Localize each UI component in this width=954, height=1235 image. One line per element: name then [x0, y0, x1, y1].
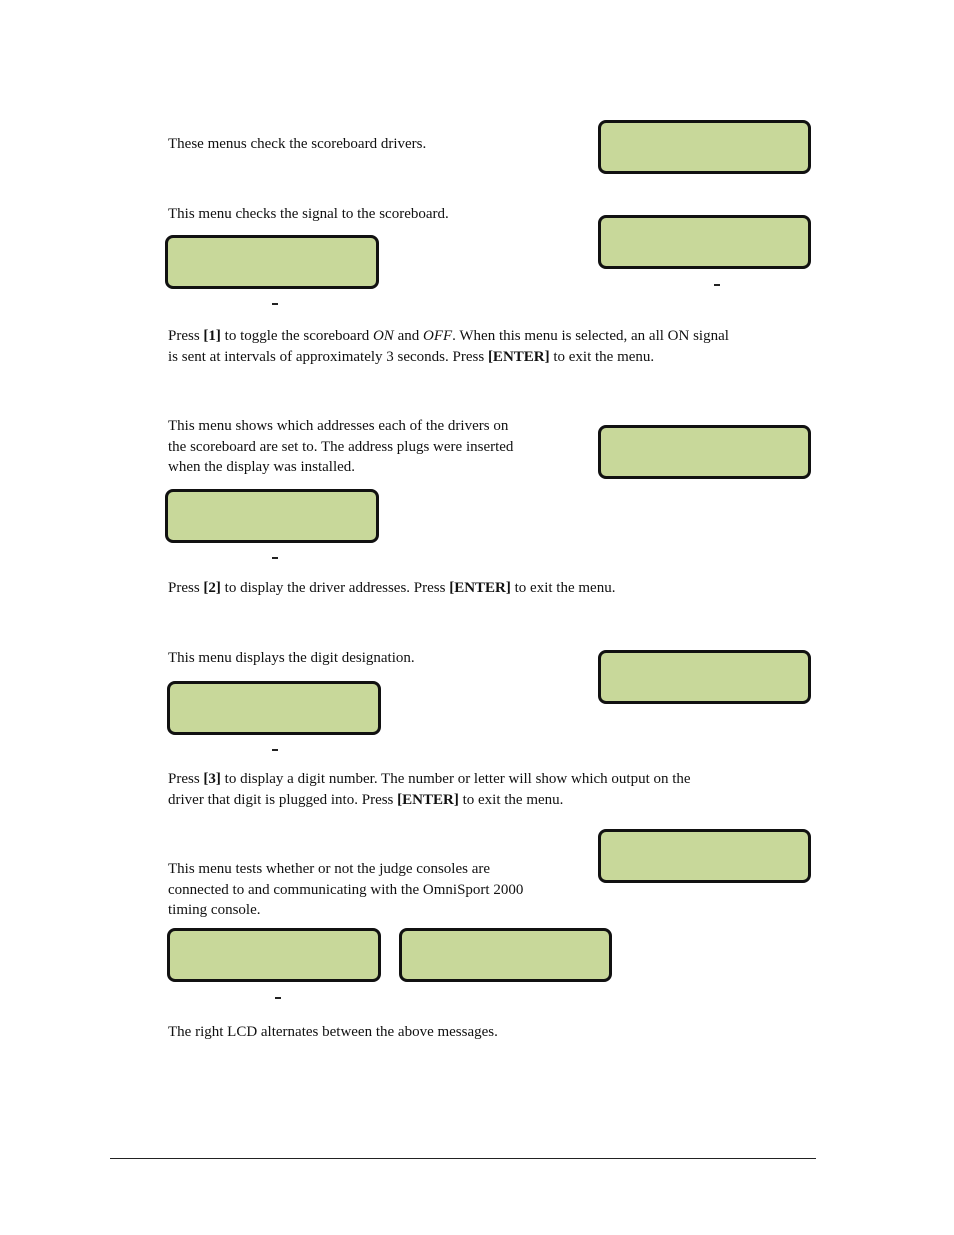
digit-intro: This menu displays the digit designation.	[168, 650, 415, 666]
address-intro: This menu shows which addresses each of the drivers on the scoreboard are set to. The address plugs were inserted when the display was installed.	[168, 418, 514, 475]
digit-display-tick	[272, 749, 278, 751]
lcd-sb-test-driver-address	[598, 425, 811, 479]
footer-rule	[110, 1158, 816, 1159]
lcd-line-1	[609, 268, 800, 269]
lcd-line-1	[178, 981, 370, 982]
address-display-tick	[272, 557, 278, 559]
cycle-display-tick	[272, 303, 278, 305]
lcd-line-1	[609, 478, 800, 479]
lcd-judge-console-testing	[167, 928, 381, 982]
digit-body: Press [3] to display a digit number. The number or letter will show which output on the driver that digit is plugged into. Press [ENTER] to exit the menu.	[168, 771, 691, 808]
lcd-showing-address	[165, 489, 379, 543]
cycle-body: Press [1] to toggle the scoreboard ON and OFF. When this menu is selected, an all ON signal is sent at intervals of approximately 3 seconds. Press [ENTER] to exit the menu.	[168, 328, 729, 365]
judge-display-tick	[275, 997, 281, 999]
lcd-sb-test-cycle	[598, 215, 811, 269]
address-body: Press [2] to display the driver addresses. Press [ENTER] to exit the menu.	[168, 580, 616, 596]
cycle-menu-tick	[714, 284, 720, 286]
lcd-line-1	[176, 542, 368, 543]
lcd-line-1	[410, 981, 601, 982]
lcd-line-1	[176, 288, 368, 289]
lcd-display-all-on	[165, 235, 379, 289]
judge-intro: This menu tests whether or not the judge consoles are connected to and communicating with the OmniSport 2000 timing console.	[168, 861, 524, 918]
lcd-line-1	[178, 734, 370, 735]
scoreboard-intro: These menus check the scoreboard drivers.	[168, 136, 427, 152]
cycle-intro: This menu checks the signal to the scoreboard.	[168, 206, 449, 222]
lcd-near-far-status	[399, 928, 612, 982]
lcd-sb-test-digit-number	[598, 650, 811, 704]
lcd-showing-digit	[167, 681, 381, 735]
lcd-menu-test-judge-consoles	[598, 829, 811, 883]
lcd-menu-test-scoreboard	[598, 120, 811, 174]
lcd-line-1	[609, 882, 800, 883]
judge-footnote: The right LCD alternates between the above messages.	[168, 1024, 498, 1040]
lcd-line-1	[609, 173, 800, 174]
lcd-line-1	[609, 703, 800, 704]
